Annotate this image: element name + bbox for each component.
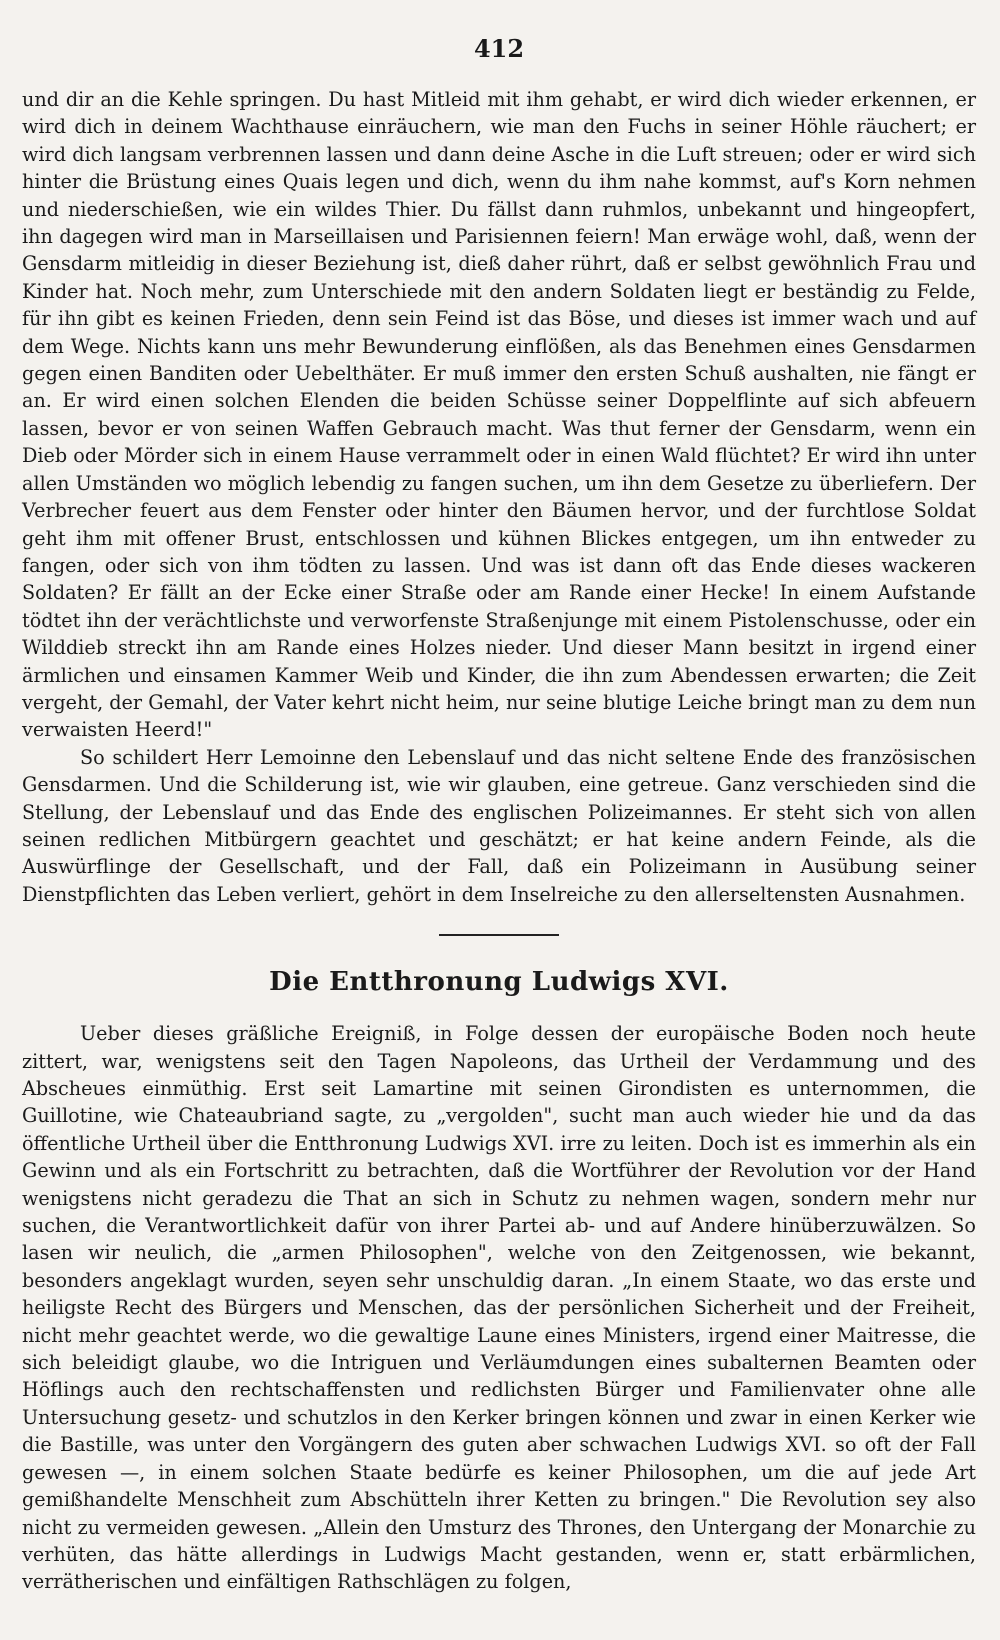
paragraph: So schildert Herr Lemoinne den Lebenslauf und das nicht seltene Ende des französischen Gensdarmen. Und die Schilderung ist, wie wir glauben, eine getreue. Ganz verschieden sind die Stellung, der Lebenslauf und das Ende des englischen Polizeimannes. Er steht sich von allen seinen redlichen Mitbürgern geachtet und geschätzt; er hat keine andern Feinde, als die Auswürflinge der Gesellschaft, und der Fall, daß ein Polizeimann in Ausübung seiner Dienstpflichten das Leben verliert, gehört in dem Inselreiche zu den allerseltensten Ausnahmen. bbox=[22, 745, 976, 906]
section-heading: Die Entthronung Ludwigs XVI. bbox=[269, 967, 729, 998]
paragraph: und dir an die Kehle springen. Du hast Mitleid mit ihm gehabt, er wird dich wieder erkennen, er wird dich in deinem Wachthause einräuchern, wie man den Fuchs in seiner Höhle räuchert; er wird dich langsam verbrennen lassen und dann deine Asche in die Luft streuen; oder er wird sich hinter die Brüstung eines Quais legen und dich, wenn du ihm nahe kommst, auf's Korn nehmen und niederschießen, wie ein wildes Thier. Du fällst dann ruhmlos, unbekannt und hingeopfert, ihn dagegen wird man in Marseillaisen und Parisiennen feiern! Man erwäge wohl, daß, wenn der Gensdarm mitleidig in dieser Beziehung ist, dieß daher rührt, daß er selbst gewöhnlich Frau und Kinder hat. Noch mehr, zum Unterschiede mit den andern Soldaten liegt er beständig zu Felde, für ihn gibt es keinen Frieden, denn sein Feind ist das Böse, und dieses ist immer wach und auf dem Wege. Nichts kann uns mehr Bewunderung einflößen, als das Benehmen eines Gensdarmen gegen einen Banditen oder Uebelthäter. Er muß immer den ersten Schuß aushalten, nie fängt er an. Er wird einen solchen Elenden die beiden Schüsse seiner Doppelflinte auf sich abfeuern lassen, bevor er von seinen Waffen Gebrauch macht. Was thut ferner der Gensdarm, wenn ein Dieb oder Mörder sich in einem Hause verrammelt oder in einen Wald flüchtet? Er wird ihn unter allen Umständen wo möglich lebendig zu fangen suchen, um ihn dem Gesetze zu überliefern. Der Verbrecher feuert aus dem Fenster oder hinter den Bäumen hervor, und der furchtlose Soldat geht ihm mit offener Brust, entschlossen und kühnen Blickes entgegen, um ihn entweder zu fangen, oder sich von ihm tödten zu lassen. Und was ist dann oft das Ende dieses wackeren Soldaten? Er fällt an der Ecke einer Straße oder am Rande einer Hecke! In einem Aufstande tödtet ihn der verächtlichste und verworfenste Straßenjunge mit einem Pistolenschusse, oder ein Wilddieb streckt ihn am Rande eines Holzes nieder. Und dieser Mann besitzt in irgend einer ärmlichen und einsamen Kammer Weib und Kinder, die ihn zum Abendessen erwarten; die Zeit vergeht, der Gemahl, der Vater kehrt nicht heim, nur seine blutige Leiche bringt man zu dem nun verwaisten Heerd!" bbox=[22, 88, 976, 742]
page-number: 412 bbox=[473, 34, 525, 63]
paragraph: Ueber dieses gräßliche Ereigniß, in Folge dessen der europäische Boden noch heute zittert, war, wenigstens seit den Tagen Napoleons, das Urtheil der Verdammung und des Abscheues einmüthig. Erst seit Lamartine mit seinen Girondisten es unternommen, die Guillotine, wie Chateaubriand sagte, zu „vergolden", sucht man auch wieder hie und da das öffentliche Urtheil über die Entthronung Ludwigs XVI. irre zu leiten. Doch ist es immerhin als ein Gewinn und als ein Fortschritt zu betrachten, daß die Wortführer der Revolution vor der Hand wenigstens nicht geradezu die That an sich in Schutz zu nehmen wagen, sondern mehr nur suchen, die Verantwortlichkeit dafür von ihrer Partei ab- und auf Andere hinüberzuwälzen. So lasen wir neulich, die „armen Philosophen", welche von den Zeitgenossen, wie bekannt, besonders angeklagt wurden, seyen sehr unschuldig daran. „In einem Staate, wo das erste und heiligste Recht des Bürgers und Menschen, das der persönlichen Sicherheit und der Freiheit, nicht mehr geachtet werde, wo die gewaltige Laune eines Ministers, irgend einer Maitresse, die sich beleidigt glaube, wo die Intriguen und Verläumdungen eines subalternen Beamten oder Höflings auch den rechtschaffensten und redlichsten Bürger und Familienvater ohne alle Untersuchung gesetz- und schutzlos in den Kerker bringen können und zwar in einen Kerker wie die Bastille, was unter den Vorgängern des guten aber schwachen Ludwigs XVI. so oft der Fall gewesen —, in einem solchen Staate bedürfe es keiner Philosophen, um die auf jede Art gemißhandelte Menschheit zum Abschütteln ihrer Ketten zu bringen." Die Revolution sey also nicht zu vermeiden gewesen. „Allein den Umsturz des Thrones, den Untergang der Monarchie zu verhüten, das hätte allerdings in Ludwigs Macht gestanden, wenn er, statt erbärmlichen, verrätherischen und einfältigen Rathschlägen zu folgen, bbox=[22, 1022, 976, 1594]
section-divider bbox=[439, 934, 559, 936]
section-gensdarm-text bbox=[22, 86, 976, 908]
section-entthronung-text bbox=[22, 1020, 976, 1596]
